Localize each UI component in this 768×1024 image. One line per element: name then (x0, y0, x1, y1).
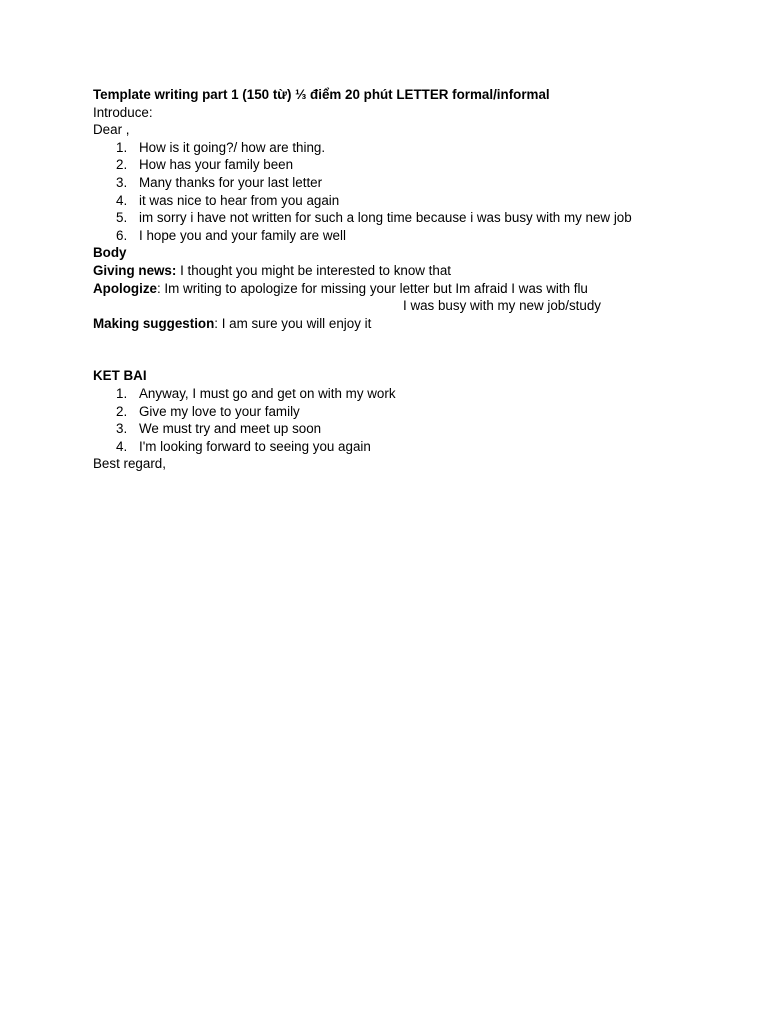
list-item-text: I'm looking forward to seeing you again (139, 438, 371, 454)
list-item (93, 156, 733, 174)
list-number: 5. (116, 210, 128, 226)
list-item-text: How has your family been (139, 157, 294, 173)
giving-news-text: I thought you might be interested to know that (176, 262, 452, 278)
list-item (93, 174, 733, 192)
list-item (93, 403, 733, 421)
list-number: 4. (116, 192, 128, 208)
body-heading: Body (93, 245, 127, 261)
paragraph-spacer (93, 332, 733, 367)
list-item (93, 209, 733, 227)
making-suggestion-label: Making suggestion (93, 315, 215, 331)
sign-off: Best regard, (93, 456, 166, 472)
list-item-text: Anyway, I must go and get on with my work (139, 385, 396, 401)
giving-news-label: Giving news: (93, 262, 177, 278)
list-item-text: Give my love to your family (139, 403, 300, 419)
document-title: Template writing part 1 (150 từ) ⅓ điểm 20 phút LETTER formal/informal (93, 87, 550, 102)
apologize-label: Apologize (93, 280, 157, 296)
list-item-text: I hope you and your family are well (139, 227, 346, 243)
greeting: Dear , (93, 122, 130, 138)
making-suggestion-line (93, 315, 733, 333)
ket-bai-heading: KET BAI (93, 368, 147, 384)
list-number: 1. (116, 385, 128, 401)
list-number: 2. (116, 403, 128, 419)
giving-news-line (93, 262, 733, 280)
introduce-label: Introduce: (93, 104, 153, 120)
intro-list (93, 139, 733, 245)
list-number: 6. (116, 227, 128, 243)
list-number: 3. (116, 174, 128, 190)
list-item (93, 139, 733, 157)
list-item-text: it was nice to hear from you again (139, 192, 340, 208)
making-suggestion-text: : I am sure you will enjoy it (214, 315, 372, 331)
list-item (93, 438, 733, 456)
list-item (93, 192, 733, 210)
apologize-continuation: I was busy with my new job/study (403, 298, 601, 314)
list-item (93, 227, 733, 245)
closing-list (93, 385, 733, 455)
list-item-text: We must try and meet up soon (139, 421, 322, 437)
document-page (93, 86, 733, 473)
apologize-line (93, 280, 733, 298)
list-item (93, 385, 733, 403)
list-item-text: im sorry i have not written for such a long time because i was busy with my new job (139, 210, 632, 226)
list-item-text: Many thanks for your last letter (139, 174, 323, 190)
list-number: 1. (116, 139, 128, 155)
list-item (93, 420, 733, 438)
list-number: 2. (116, 157, 128, 173)
apologize-text: : Im writing to apologize for missing your letter but Im afraid I was with flu (156, 280, 588, 296)
list-number: 3. (116, 421, 128, 437)
list-item-text: How is it going?/ how are thing. (139, 139, 326, 155)
list-number: 4. (116, 438, 128, 454)
